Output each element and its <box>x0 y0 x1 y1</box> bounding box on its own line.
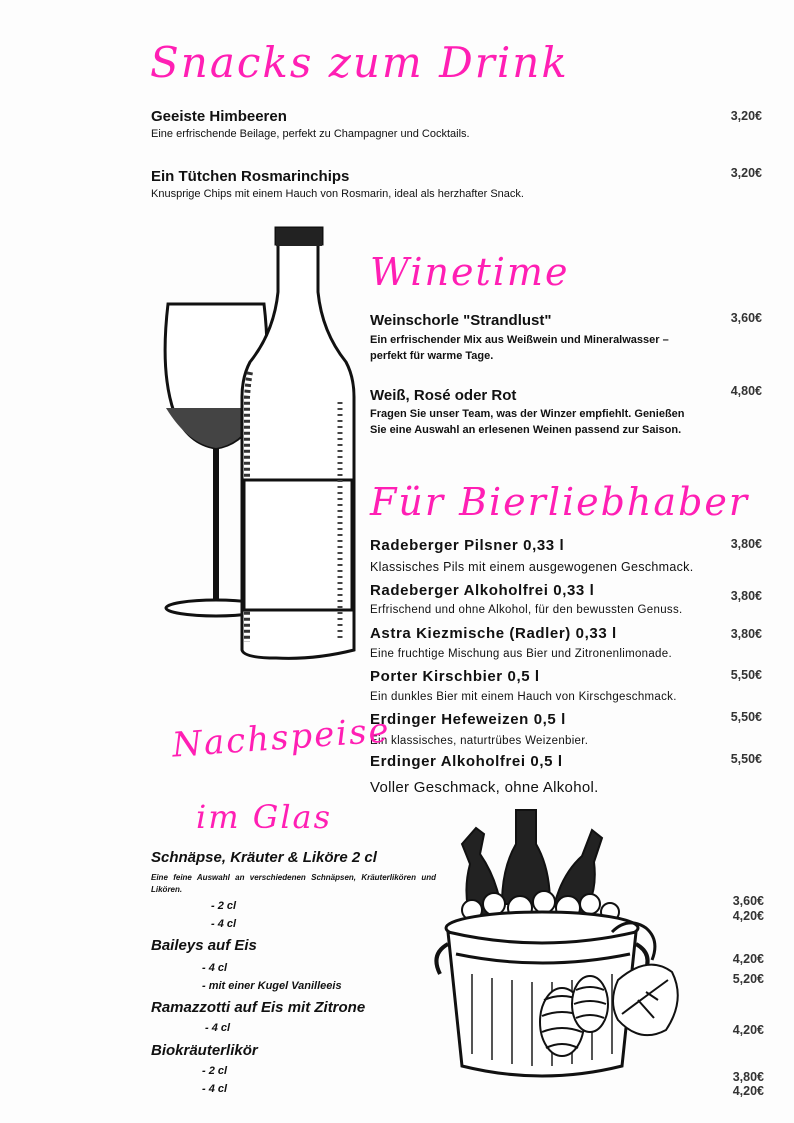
wine-heading: Winetime <box>370 250 570 294</box>
dessert-size-label: - mit einer Kugel Vanilleeis <box>202 980 342 992</box>
snack-item-name: Ein Tütchen Rosmarinchips <box>151 168 350 185</box>
beer-item-desc: Ein dunkles Bier mit einem Hauch von Kirschgeschmack. <box>370 691 677 703</box>
wine-item-price: 4,80€ <box>730 384 762 398</box>
beer-item-price: 3,80€ <box>730 589 762 603</box>
beer-item-desc: Ein klassisches, naturtrübes Weizenbier. <box>370 735 589 747</box>
beer-item-desc: Erfrischend und ohne Alkohol, für den bewussten Genuss. <box>370 604 683 616</box>
beer-item-price: 3,80€ <box>730 627 762 641</box>
beer-item-price: 3,80€ <box>730 537 762 551</box>
wine-item-price: 3,60€ <box>730 311 762 325</box>
dessert-size-price: 5,20€ <box>732 972 764 986</box>
dessert-heading-line1: Nachspeise <box>170 710 392 766</box>
wine-item-name: Weiß, Rosé oder Rot <box>370 387 517 404</box>
dessert-size-label: - 4 cl <box>205 1022 231 1034</box>
dessert-size-price: 4,20€ <box>732 909 764 923</box>
dessert-item-name: Ramazzotti auf Eis mit Zitrone <box>151 999 366 1016</box>
snack-item-price: 3,20€ <box>730 166 762 180</box>
dessert-size-label: - 2 cl <box>202 1065 228 1077</box>
snack-item-name: Geeiste Himbeeren <box>151 108 287 125</box>
beer-item-desc: Eine fruchtige Mischung aus Bier und Zitronenlimonade. <box>370 648 672 660</box>
dessert-item-name: Schnäpse, Kräuter & Liköre 2 cl <box>151 849 377 866</box>
beer-item-name: Astra Kiezmische (Radler) 0,33 l <box>370 625 617 642</box>
beer-item-desc: Voller Geschmack, ohne Alkohol. <box>370 779 599 796</box>
beer-bucket-with-hops-icon <box>432 804 688 1086</box>
dessert-size-label: - 2 cl <box>211 900 237 912</box>
beer-item-name: Erdinger Hefeweizen 0,5 l <box>370 711 566 728</box>
beer-heading: Für Bierliebhaber <box>370 480 750 524</box>
dessert-size-price: 3,60€ <box>732 894 764 908</box>
dessert-size-label: - 4 cl <box>202 962 228 974</box>
dessert-size-label: - 4 cl <box>211 918 237 930</box>
wine-bottle-and-glass-icon <box>150 222 360 662</box>
beer-item-price: 5,50€ <box>730 668 762 682</box>
beer-item-name: Radeberger Alkoholfrei 0,33 l <box>370 582 595 599</box>
beer-item-name: Porter Kirschbier 0,5 l <box>370 668 540 685</box>
beer-item-price: 5,50€ <box>730 710 762 724</box>
dessert-size-price: 4,20€ <box>732 1084 764 1098</box>
snacks-heading: Snacks zum Drink <box>150 38 569 87</box>
dessert-item-name: Biokräuterlikör <box>151 1042 258 1059</box>
snack-item-desc: Knusprige Chips mit einem Hauch von Rosmarin, ideal als herzhafter Snack. <box>151 188 524 200</box>
dessert-size-price: 4,20€ <box>732 952 764 966</box>
beer-item-name: Erdinger Alkoholfrei 0,5 l <box>370 753 563 770</box>
snack-item-price: 3,20€ <box>730 109 762 123</box>
dessert-heading-line2: im Glas <box>196 798 333 836</box>
dessert-size-label: - 4 cl <box>202 1083 228 1095</box>
wine-item-desc: Fragen Sie unser Team, was der Winzer empfiehlt. Genießen Sie eine Auswahl an erlesenen Weinen passend zur Saison. <box>370 408 685 436</box>
dessert-size-price: 4,20€ <box>732 1023 764 1037</box>
beer-item-name: Radeberger Pilsner 0,33 l <box>370 537 565 554</box>
beer-item-desc: Klassisches Pils mit einem ausgewogenen Geschmack. <box>370 560 694 574</box>
wine-item-name: Weinschorle "Strandlust" <box>370 312 552 329</box>
snack-item-desc: Eine erfrischende Beilage, perfekt zu Champagner und Cocktails. <box>151 128 470 140</box>
wine-item-desc: Ein erfrischender Mix aus Weißwein und Mineralwasser – perfekt für warme Tage. <box>370 334 669 362</box>
dessert-item-desc: Eine feine Auswahl an verschiedenen Schnäpsen, Kräuterlikören und Likören. <box>151 873 436 894</box>
dessert-item-name: Baileys auf Eis <box>151 937 257 954</box>
beer-item-price: 5,50€ <box>730 752 762 766</box>
dessert-size-price: 3,80€ <box>732 1070 764 1084</box>
